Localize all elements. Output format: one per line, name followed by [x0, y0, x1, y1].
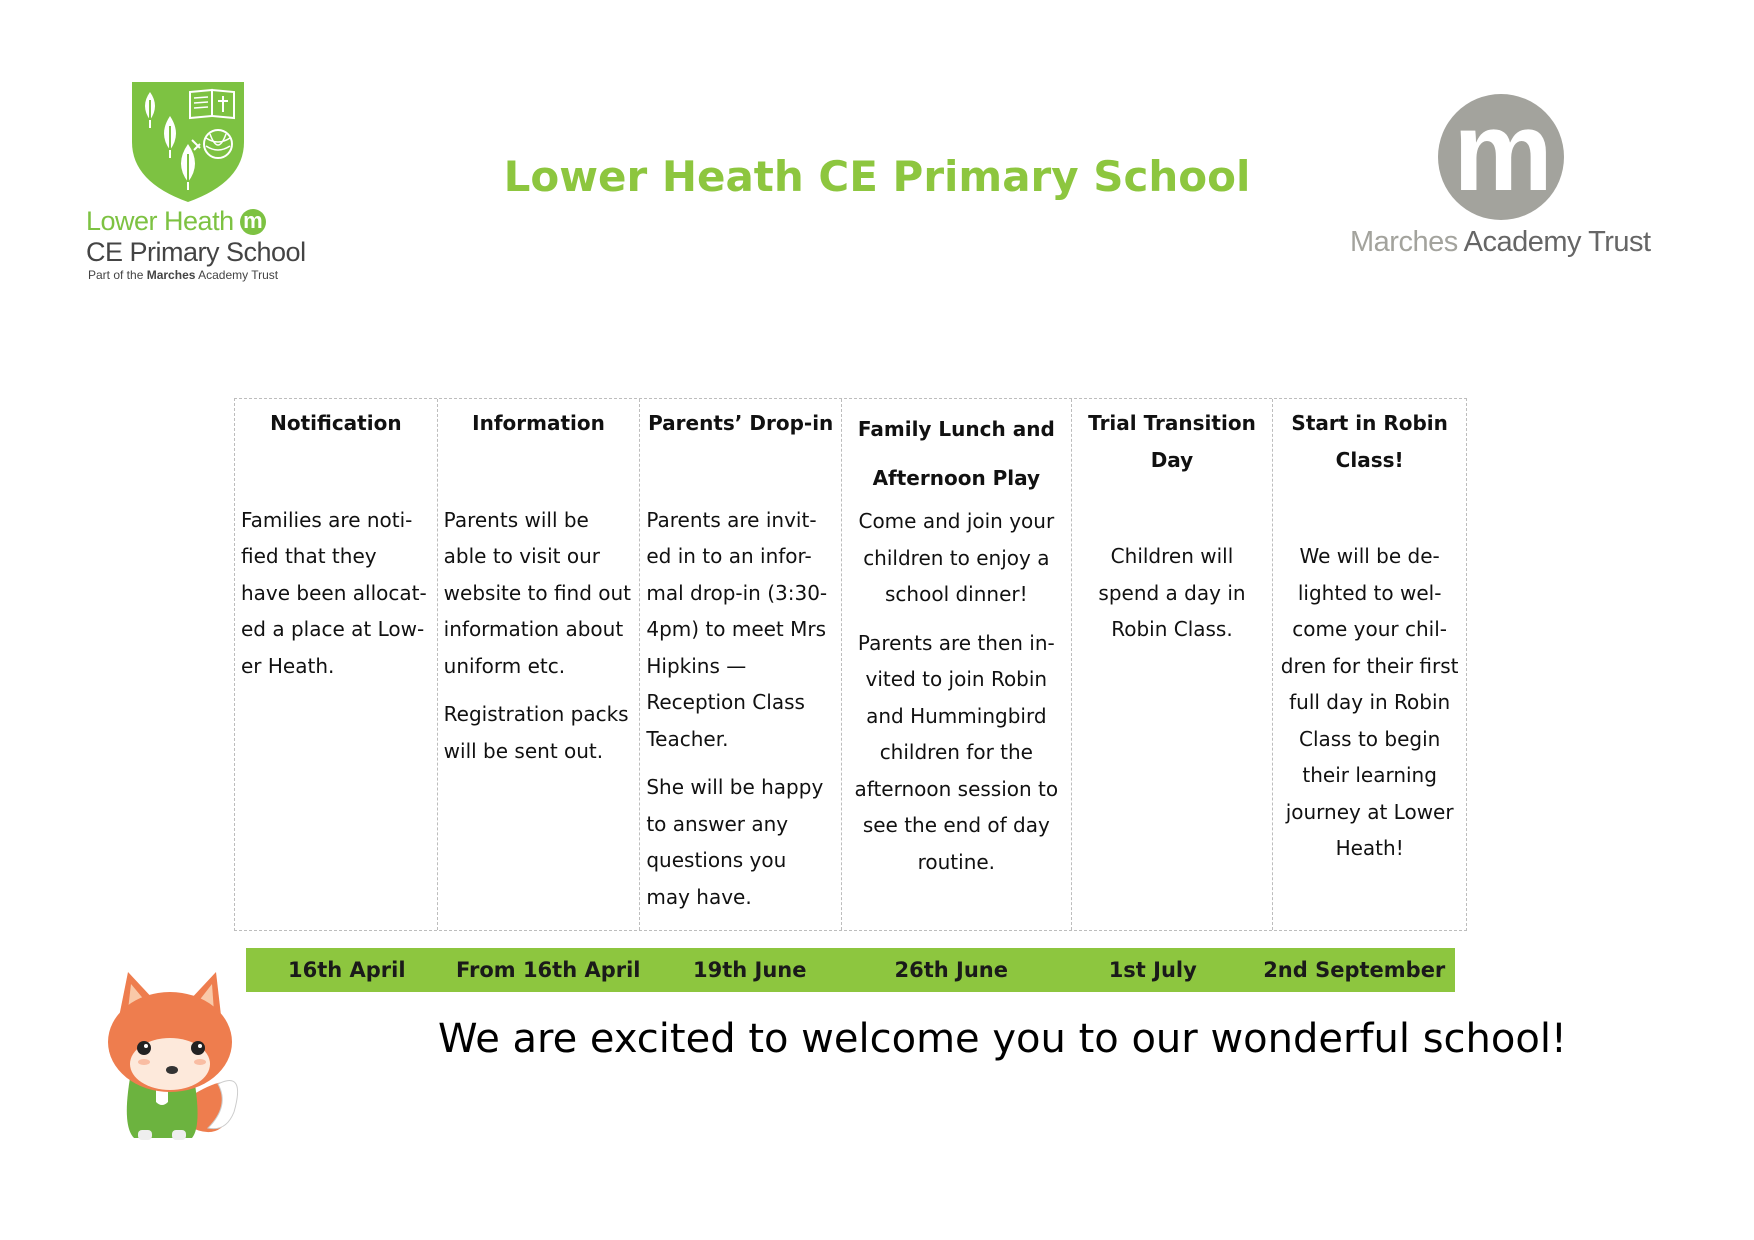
timeline-column-notification [235, 399, 438, 930]
timeline-column-parents-drop-in [640, 399, 842, 930]
trust-logo-name: Marches Academy Trust [1350, 226, 1651, 258]
column-heading: Information [472, 411, 605, 435]
timeline-table [234, 398, 1467, 931]
column-paragraph: Come and join your children to enjoy a school dinner! [858, 509, 1055, 606]
date-cell: 1st July [1108, 958, 1197, 982]
timeline-column-information [438, 399, 641, 930]
trust-logo [1350, 89, 1651, 264]
trust-logo-m-icon: m [1453, 89, 1549, 214]
column-paragraph: Registration packs will be sent out. [443, 702, 629, 763]
column-paragraph: Parents will be able to visit our website to find out information about uniform etc. [443, 507, 632, 678]
column-body [444, 502, 634, 770]
date-cell: 2nd September [1263, 958, 1446, 982]
column-paragraph: Parents are then in-vited to join Robin and Hummingbird children for the afternoon session to see the end of day routine. [854, 630, 1059, 874]
column-paragraph: Parents are invit-ed in to an infor-mal drop-in (3:30-4pm) to meet Mrs Hipkins — Reception Class Teacher. [646, 507, 828, 751]
column-body [1279, 538, 1460, 867]
fox-mascot-icon [98, 966, 248, 1146]
column-heading: Trial Transition Day [1088, 411, 1256, 472]
column-body [241, 502, 431, 685]
column-heading: Parents’ Drop-in [648, 411, 834, 435]
date-cell: 26th June [894, 958, 1008, 982]
column-heading: Start in Robin Class! [1291, 411, 1448, 472]
column-paragraph: We will be de-lighted to wel-come your chil-dren for their first full day in Robin Class to begin their learning journey at Lower Heath! [1280, 544, 1459, 860]
date-cell: 16th April [287, 958, 406, 982]
column-body [848, 503, 1065, 880]
logo-school-name-line2: CE Primary School [86, 237, 306, 267]
timeline-column-trial-transition [1072, 399, 1274, 930]
date-cell: 19th June [693, 958, 807, 982]
timeline-column-family-lunch [842, 399, 1072, 930]
logo-school-name-line1: Lower Heath m [86, 206, 266, 237]
date-cell: From 16th April [455, 958, 641, 982]
column-paragraph: Families are noti-fied that they have been allocat-ed a place at Low-er Heath. [241, 507, 427, 678]
column-paragraph: She will be happy to answer any questions you may have. [646, 775, 824, 909]
column-body [1078, 538, 1267, 648]
column-heading: Family Lunch and Afternoon Play [857, 417, 1055, 490]
column-heading: Notification [270, 411, 402, 435]
logo-m-badge-icon: m [240, 209, 266, 235]
column-body [646, 502, 835, 916]
column-paragraph: Children will spend a day in Robin Class. [1098, 544, 1246, 641]
date-bar [246, 948, 1455, 992]
timeline-column-start-robin-class [1273, 399, 1466, 930]
welcome-message: We are excited to welcome you to our wonderful school! [438, 1016, 1567, 1062]
page-title: Lower Heath CE Primary School [503, 152, 1251, 201]
logo-trust-tagline: Part of the Marches Academy Trust [88, 268, 279, 282]
